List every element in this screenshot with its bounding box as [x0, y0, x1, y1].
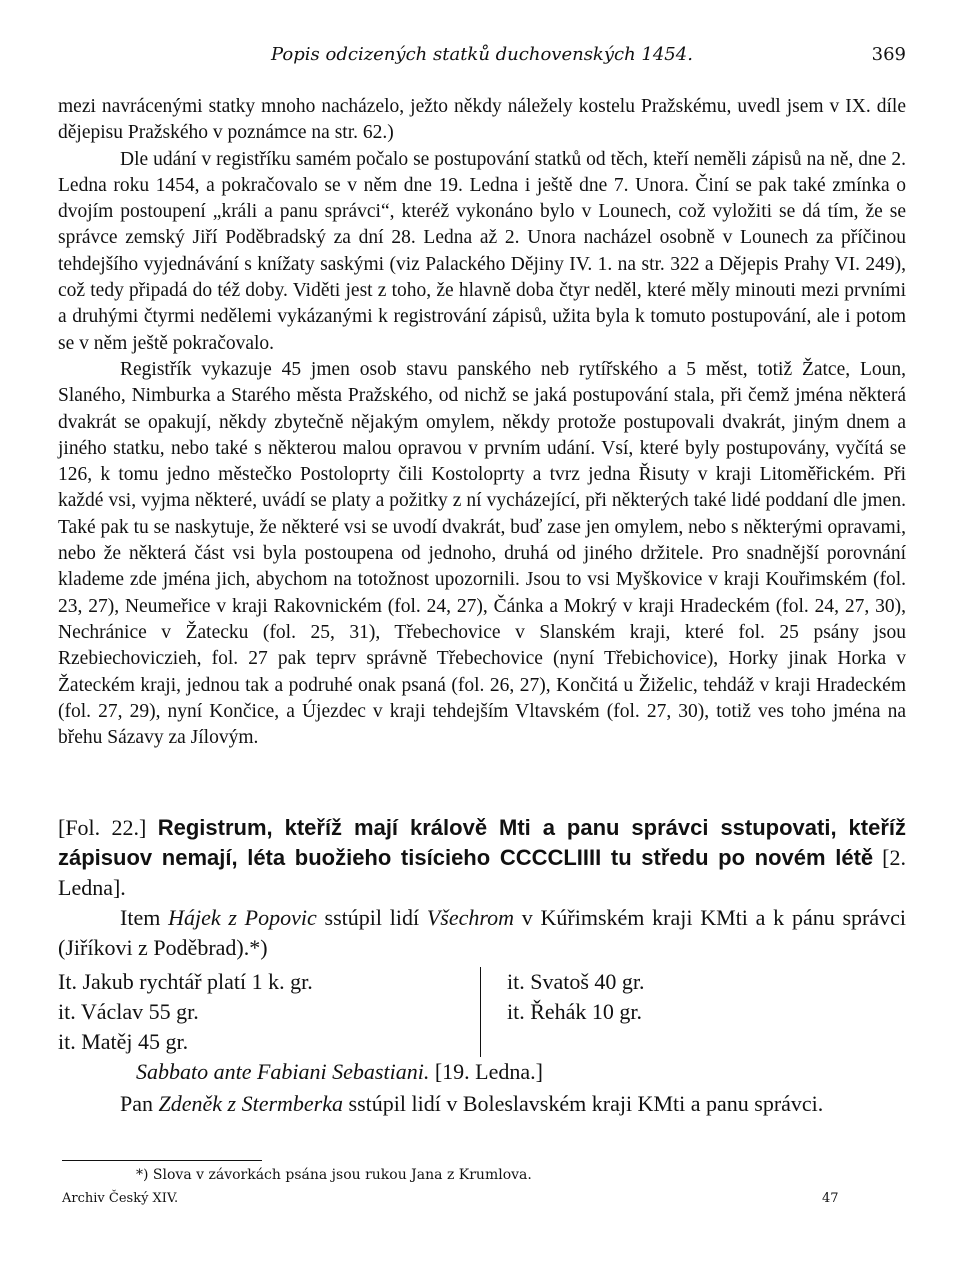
signature-line: [58, 1191, 906, 1211]
running-title: Popis odcizených statků duchovenských 1454.: [271, 44, 693, 65]
item-text: sstúpil lidí v Boleslavském kraji KMti a panu správci.: [343, 1091, 824, 1117]
signature-title: Archiv Český XIV.: [62, 1191, 179, 1206]
heading-title: Registrum, kteříž mají králově Mti a panu správci sstupovati, kteříž zápisuov nemají, léta buožieho tisícieho CCCCLIIII tu středu po novém létě: [58, 815, 907, 871]
payment-entry-empty: [507, 1027, 807, 1057]
date-line: [58, 1057, 906, 1087]
footnote-area: [58, 1160, 906, 1211]
payment-columns: [58, 967, 906, 1057]
register-section: [58, 813, 906, 1119]
left-column: [58, 967, 480, 1057]
item-text: Item: [120, 905, 169, 931]
date-latin: Sabbato ante Fabiani Sebastiani.: [136, 1059, 430, 1085]
payment-entry: it. Řehák 10 gr.: [507, 999, 643, 1025]
payment-entry: It. Jakub rychtář platí 1 k. gr.: [58, 969, 313, 995]
running-header: [58, 44, 906, 74]
body-text: [58, 94, 906, 751]
item-entry: [58, 903, 906, 963]
signature-number: 47: [822, 1191, 839, 1206]
page: [58, 44, 906, 1119]
paragraph: Registřík vykazuje 45 jmen osob stavu panského neb rytířského a 5 měst, totiž Žatce, Loun, Slaného, Nimburka a Starého města Pražského, od nichž se jaká postupování stala, při čemž jména některá dvakrát se opakují, někdy zbytečně nějakým omylem, někdy protože postupovali dvakrát, jiným dnem a jiného statku, nebo také s některou malou opravou v prvním udání. Vsí, které byly postupovány, vyčítá se 126, k tomu jedno městečko Postoloprty čili Kostoloprty a tvrz jedna Řisuty v kraji Litoměřickém. Při každé vsi, vyjma některé, uvádí se platy a požitky z ní vycházející, při některých také lidé poddaní dle jmen. Také pak tu se naskytuje, že některé vsi se uvodí dvakrát, buď zase jen omylem, nebo s některými opravami, nebo že některá část vsi byla postoupena od jednoho, druhá od jiného držitele. Pro snadnější porovnání klademe zde jména jich, abychom na totožnost upozornili. Jsou to vsi Myškovice v kraji Kouřimském (fol. 23, 27), Neumeřice v kraji Rakovnickém (fol. 24, 27), Čánka a Mokrý v kraji Hradeckém (fol. 24, 27, 30), Nechránice v Žatecku (fol. 25, 31), Třebechovice v Slanském kraji, které fol. 25 psány jsou Rzebiechoviczieh, fol. 27 pak teprv správně Třebechovice (nyní Třebichovice), Horky jinak Horka v Žateckém kraji, jednou tak a podruhé onak psaná (fol. 26, 27), Končitá u Žiželic, tehdáž v kraji Hradeckém (fol. 27, 29), nyní Končice, a Újezdec v kraji tehdejším Vltavském (fol. 27, 30), totiž ves toho jména na břehu Sázavy za Jílovým.: [58, 358, 906, 749]
footnote: *) Slova v závorkách psána jsou rukou Jana z Krumlova.: [136, 1167, 532, 1183]
heading-date: [2. Ledna].: [58, 845, 906, 901]
footnote-rule: [62, 1160, 262, 1161]
section-heading: [58, 813, 906, 903]
payment-entry: it. Matěj 45 gr.: [58, 1029, 189, 1055]
paragraph: mezi navrácenými statky mnoho nacházelo, ježto někdy náležely kostelu Pražskému, uvedl jsem v IX. díle dějepisu Pražského v poznámce na str. 62.): [58, 96, 906, 144]
item-entry: [58, 1089, 906, 1119]
right-column: [480, 967, 807, 1057]
item-text: Pan: [120, 1091, 159, 1117]
payment-entry: it. Svatoš 40 gr.: [507, 969, 645, 995]
person-name: Zdeněk z Stermberka: [158, 1091, 344, 1117]
page-number: 369: [871, 44, 906, 65]
item-text: v Kúřimském kraji KMti a k pánu správci (Jiříkovi z Poděbrad).*): [58, 905, 906, 961]
date-bracket: [19. Ledna.]: [429, 1059, 543, 1085]
place-name: Všechrom: [426, 905, 515, 931]
payment-entry: it. Václav 55 gr.: [58, 999, 199, 1025]
folio-reference: [Fol. 22.]: [58, 815, 147, 841]
paragraph: Dle udání v registříku samém počalo se postupování statků od těch, kteří neměli zápisů na ně, dne 2. Ledna roku 1454, a pokračovalo se v něm dne 19. Ledna i ještě dne 7. Unora. Činí se pak také zmínka o dvojím postoupení „králi a panu správci“, kteréž vykonáno bylo v Lounech, což vyložiti se dá tím, že se správce zemský Jiří Poděbradský za dní 28. Ledna až 2. Unora nacházel osobně v Lounech za příčinou tehdejšího vyjednávání s knížaty saskými (viz Palackého Dějiny IV. 1. na str. 322 a Dějepis Prahy VI. 249), což tedy připadá do též doby. Viděti jest z toho, že hlavně doba čtyr neděl, které měly minouti mezi prvními a druhými čtyrmi nedělemi vykázanými k registrování zápisů, užita byla k tomuto postupování, ale i potom se v něm ještě pokračovalo.: [58, 148, 906, 354]
person-name: Hájek z Popovic: [168, 905, 317, 931]
item-text: sstúpil lidí: [316, 905, 427, 931]
